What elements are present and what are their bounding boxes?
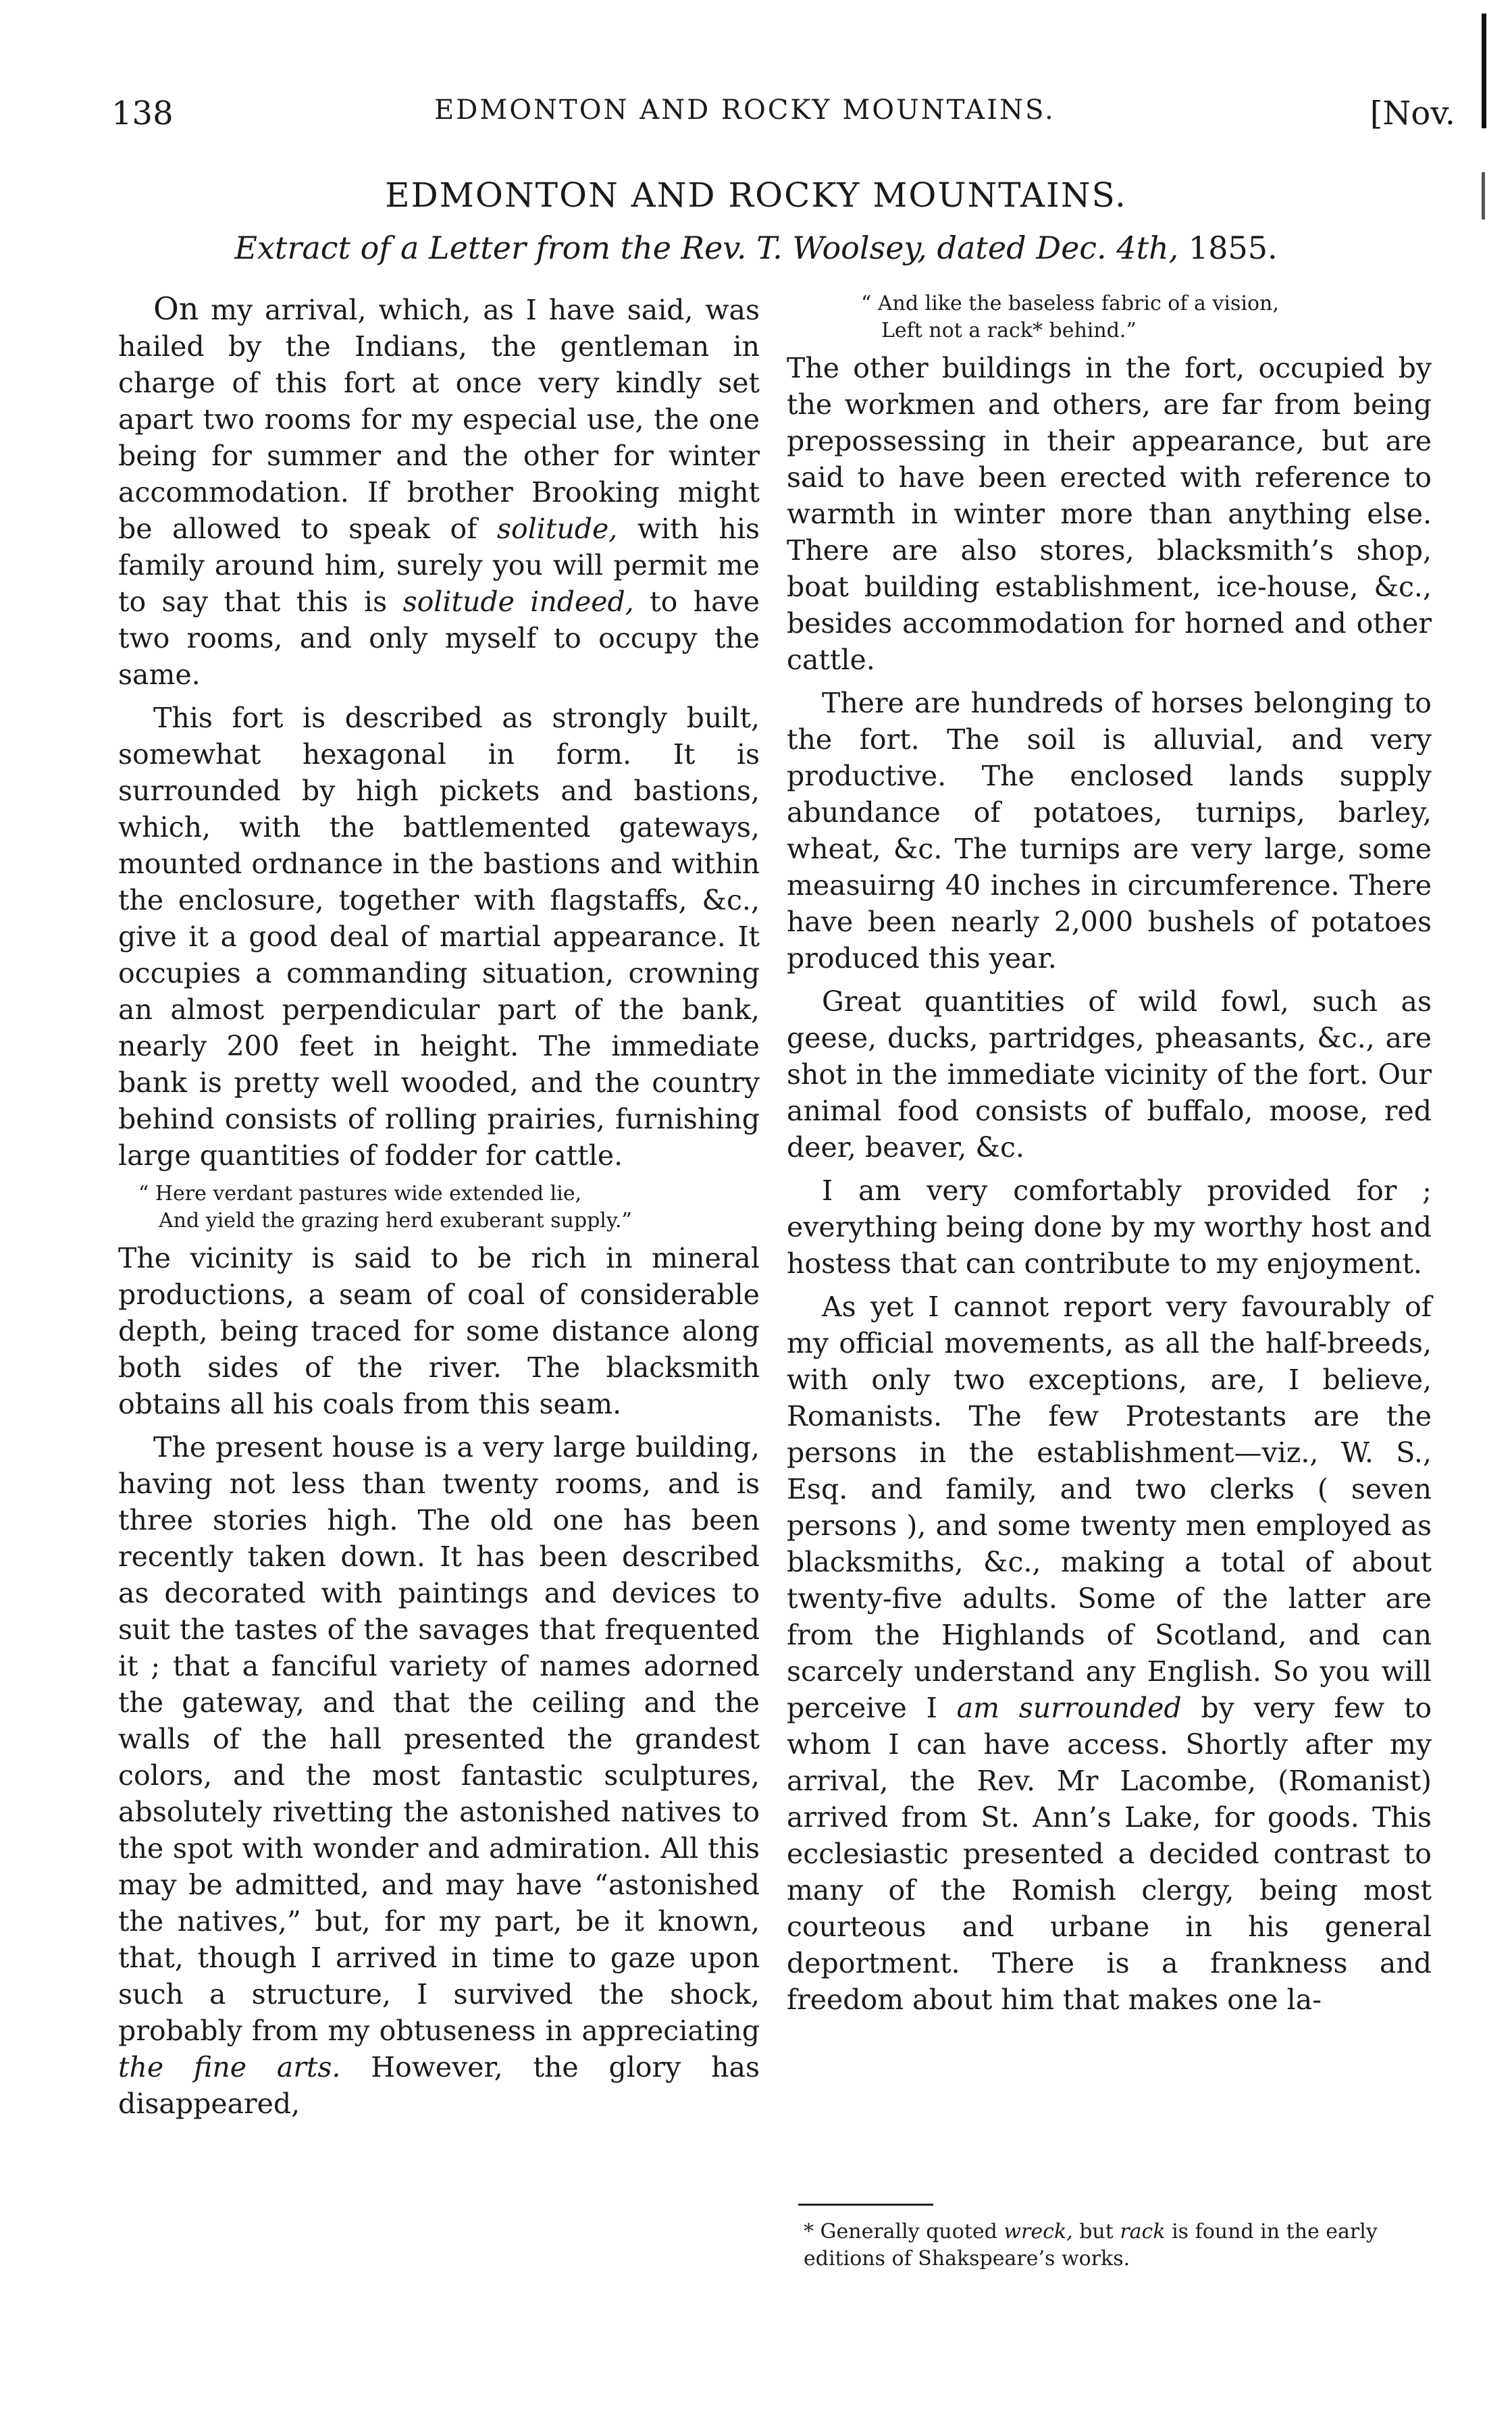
footnote-rule [798, 2204, 933, 2206]
running-head-month: [Nov. [1370, 95, 1455, 132]
verse-line: And yield the grazing herd exuberant supply.” [159, 1209, 632, 1233]
paragraph: The other buildings in the fort, occupied by the workmen and others, are far from being prepossessing in their appearance, but are said to have been erected with reference to warmth in winter more than anything else. There are also stores, blacksmith’s shop, boat building establishment, ice-house, &c., besides accommodation for horned and other cattle. [787, 352, 1432, 676]
paragraph: On my arrival, which, as I have said, was hailed by the Indians, the gentleman in charge of this fort at once very kindly set apart two rooms for my especial use, the one being for summer and the other for winter accommodation. If brother Brooking might be allowed to speak of solitude, with his family around him, surely you will permit me to say that this is solitude indeed, to have two rooms, and only myself to occupy the same. [118, 290, 760, 691]
page-edge-rule [1482, 14, 1486, 128]
verse-line: “ And like the baseless fabric of a vision, [861, 292, 1279, 315]
article-title: EDMONTON AND ROCKY MOUNTAINS. [385, 176, 1127, 215]
verse-line: “ Here verdant pastures wide extended lie, [138, 1182, 582, 1205]
right-column [787, 290, 1432, 2025]
page-number: 138 [111, 95, 174, 132]
opening-word: On [153, 290, 199, 327]
subtitle-text: Extract of a Letter from the Rev. T. Woolsey, dated Dec. 4th, [234, 230, 1179, 266]
subtitle-year: 1855. [1178, 230, 1278, 266]
article-subtitle [0, 230, 1512, 266]
running-head [111, 95, 1455, 135]
verse-quote [787, 290, 1432, 344]
paragraph: As yet I cannot report very favourably of my official movements, as all the half-breeds, with only two exceptions, are, I believe, Romanists. The few Protestants are the persons in the establishment—viz., W. S., Esq. and family, and two clerks ( seven persons ), and some twenty men employed as blacksmiths, &c., making a total of about twenty-five adults. Some of the latter are from the Highlands of Scotland, and can scarcely understand any English. So you will perceive I am surrounded by very few to whom I can have access. Shortly after my arrival, the Rev. Mr Lacombe, (Romanist) arrived from St. Ann’s Lake, for goods. This ecclesiastic presented a decided contrast to many of the Romish clergy, being most courteous and urbane in his general deportment. There is a frankness and freedom about him that makes one la- [787, 1291, 1432, 2016]
running-head-title: EDMONTON AND ROCKY MOUNTAINS. [434, 95, 1055, 126]
left-column [118, 290, 760, 2129]
paragraph: The present house is a very large building, having not less than twenty rooms, and is three stories high. The old one has been recently taken down. It has been described as decorated with paintings and devices to suit the tastes of the savages that frequented it ; that a fanciful variety of names adorned the gateway, and that the ceiling and the walls of the hall presented the grandest colors, and the most fantastic sculptures, absolutely rivetting the astonished natives to the spot with wonder and admiration. All this may be admitted, and may have “astonished the natives,” but, for my part, be it known, that, though I arrived in time to gaze upon such a structure, I survived the shock, probably from my obtuseness in appreciating the fine arts. However, the glory has disappeared, [118, 1431, 760, 2120]
paragraph: There are hundreds of horses belonging to the fort. The soil is alluvial, and very productive. The enclosed lands supply abundance of potatoes, turnips, barley, wheat, &c. The turnips are very large, some measuirng 40 inches in circumference. There have been nearly 2,000 bushels of potatoes produced this year. [787, 687, 1432, 975]
paragraph: This fort is described as strongly built, somewhat hexagonal in form. It is surrounded by high pickets and bastions, which, with the battlemented gateways, mounted ordnance in the bastions and within the enclosure, together with flagstaffs, &c., give it a good deal of martial appearance. It occupies a commanding situation, crowning an almost perpendicular part of the bank, nearly 200 feet in height. The immediate bank is pretty well wooded, and the country behind consists of rolling prairies, furnishing large quantities of fodder for cattle. [118, 702, 760, 1172]
paragraph: Great quantities of wild fowl, such as geese, ducks, partridges, pheasants, &c., are shot in the immediate vicinity of the fort. Our animal food consists of buffalo, moose, red deer, beaver, &c. [787, 985, 1432, 1164]
paragraph: I am very comfortably provided for ; everything being done by my worthy host and hostess that can contribute to my enjoyment. [787, 1174, 1432, 1280]
verse-quote [118, 1180, 760, 1235]
paragraph: The vicinity is said to be rich in mineral productions, a seam of coal of considerable depth, being traced for some distance along both sides of the river. The blacksmith obtains all his coals from this seam. [118, 1242, 760, 1420]
verse-line: Left not a rack* behind.” [881, 319, 1137, 342]
footnote: * Generally quoted wreck, but rack is found in the early editions of Shakspeare’s works. [804, 2220, 1378, 2271]
